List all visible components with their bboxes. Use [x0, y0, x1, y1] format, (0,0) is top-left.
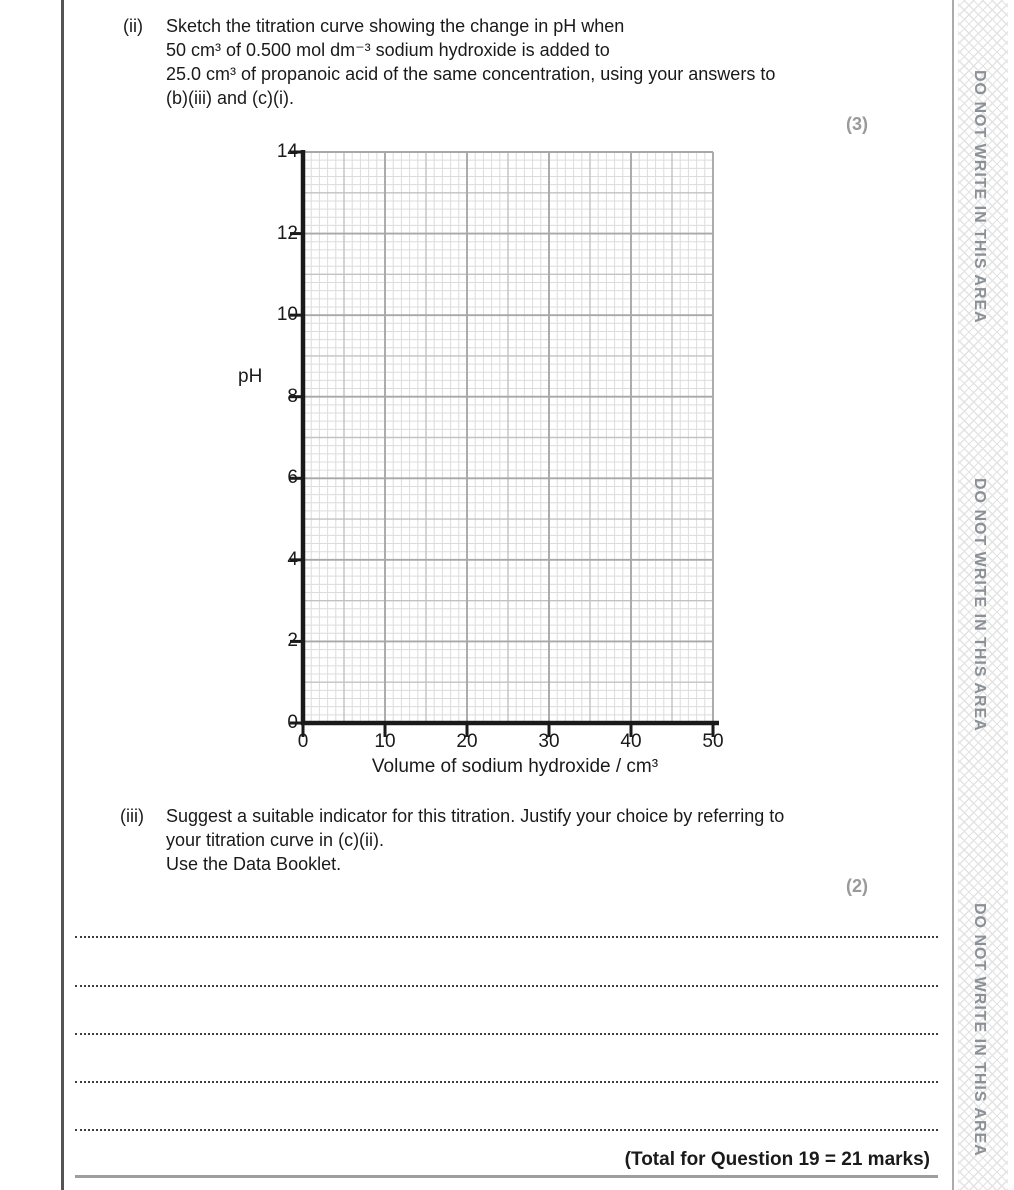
- page-left-border: [61, 0, 64, 1190]
- x-tick-0: 0: [297, 731, 309, 752]
- x-tick-10: 10: [374, 731, 396, 752]
- question-ii-text: [166, 14, 886, 110]
- question-ii-line-3: 25.0 cm³ of propanoic acid of the same concentration, using your answers to: [166, 64, 776, 84]
- question-iii-line-2: your titration curve in (c)(ii).: [166, 830, 385, 850]
- question-ii-line-4: (b)(iii) and (c)(i).: [166, 88, 294, 108]
- answer-line[interactable]: [75, 936, 938, 938]
- question-iii-line-1: Suggest a suitable indicator for this titration. Justify your choice by referring to: [166, 806, 785, 826]
- y-tick-12: 12: [276, 223, 298, 244]
- y-tick-10: 10: [276, 304, 298, 325]
- x-tick-30: 30: [538, 731, 560, 752]
- answer-line[interactable]: [75, 985, 938, 987]
- y-tick-0: 0: [287, 712, 298, 733]
- question-total: (Total for Question 19 = 21 marks): [624, 1149, 930, 1170]
- marks-question-iii: (2): [846, 876, 868, 896]
- question-ii-line-2: 50 cm³ of 0.500 mol dm⁻³ sodium hydroxide is added to: [166, 40, 610, 60]
- answer-line[interactable]: [75, 1081, 938, 1083]
- marks-question-ii: (3): [846, 114, 868, 134]
- x-tick-40: 40: [620, 731, 642, 752]
- margin-strip-divider: [952, 0, 954, 1190]
- y-tick-8: 8: [287, 386, 298, 407]
- y-tick-6: 6: [287, 467, 298, 488]
- y-axis-title: pH: [238, 366, 263, 387]
- y-tick-14: 14: [276, 141, 298, 162]
- graph-grid-svg[interactable]: [283, 144, 731, 756]
- question-iii-line-3: Use the Data Booklet.: [166, 854, 342, 874]
- question-iii-label: (iii): [120, 806, 144, 826]
- do-not-write-watermark: DO NOT WRITE IN THIS AREA: [971, 903, 988, 1157]
- x-axis-title: Volume of sodium hydroxide / cm³: [371, 756, 659, 777]
- y-tick-2: 2: [287, 630, 298, 651]
- answer-line[interactable]: [75, 1129, 938, 1131]
- question-iii-text: [166, 804, 886, 876]
- y-tick-4: 4: [287, 549, 298, 570]
- do-not-write-watermark: DO NOT WRITE IN THIS AREA: [971, 70, 988, 324]
- x-tick-50: 50: [702, 731, 724, 752]
- do-not-write-watermark: DO NOT WRITE IN THIS AREA: [971, 478, 988, 732]
- question-ii-label: (ii): [123, 16, 143, 36]
- bottom-rule: [75, 1175, 938, 1178]
- answer-line[interactable]: [75, 1033, 938, 1035]
- margin-strip: [958, 0, 1008, 1190]
- question-ii-line-1: Sketch the titration curve showing the change in pH when: [166, 16, 625, 36]
- x-tick-20: 20: [456, 731, 478, 752]
